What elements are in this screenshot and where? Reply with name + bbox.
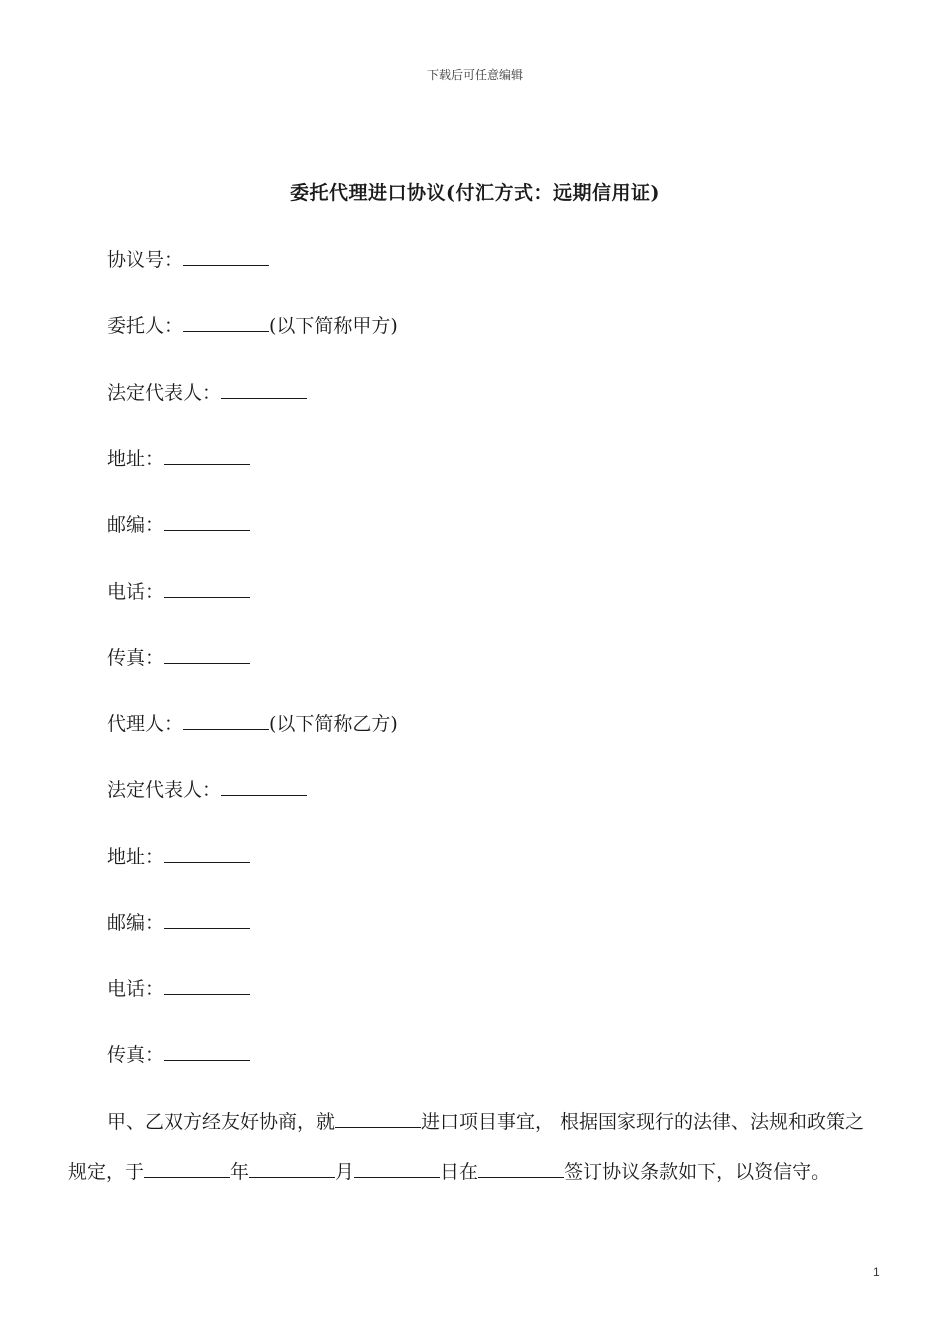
principal-field [107,313,398,338]
blank-underline [335,1109,421,1128]
blank-underline [164,976,250,995]
blank-underline [164,446,250,465]
field-label: 传真： [107,647,165,669]
blank-underline [144,1159,230,1178]
field-suffix: (以下简称甲方) [269,315,398,337]
blank-underline [164,910,250,929]
field-label: 协议号： [107,249,184,271]
agent-fax-field [107,1042,250,1067]
field-label: 法定代表人： [107,779,222,801]
page-number: 1 [873,1265,880,1279]
field-label: 邮编： [107,912,165,934]
blank-underline [164,645,250,664]
principal-representative-field [107,380,307,405]
paragraph-text: 进口项目事宜， 根据国家现行的法律、法规和政策之 [421,1111,865,1133]
agent-representative-field [107,777,307,802]
agreement-paragraph-line-1 [107,1109,864,1134]
field-suffix: (以下简称乙方) [269,713,398,735]
paragraph-text: 日在 [440,1161,479,1183]
agent-phone-field [107,976,250,1001]
field-label: 电话： [107,581,165,603]
paragraph-text: 月 [335,1161,355,1183]
agent-postcode-field [107,910,250,935]
paragraph-text: 签订协议条款如下，以资信守。 [564,1161,831,1183]
blank-underline [249,1159,335,1178]
field-label: 传真： [107,1044,165,1066]
paragraph-text: 规定，于 [68,1161,145,1183]
principal-postcode-field [107,512,250,537]
field-label: 法定代表人： [107,382,222,404]
document-title: 委托代理进口协议(付汇方式：远期信用证) [290,182,660,204]
blank-underline [164,512,250,531]
field-label: 地址： [107,448,165,470]
agent-address-field [107,844,250,869]
blank-underline [478,1159,564,1178]
paragraph-text: 年 [230,1161,250,1183]
blank-underline [183,313,269,332]
principal-fax-field [107,645,250,670]
blank-underline [354,1159,440,1178]
blank-underline [183,711,269,730]
field-label: 地址： [107,846,165,868]
field-label: 电话： [107,978,165,1000]
principal-phone-field [107,579,250,604]
paragraph-text: 甲、乙双方经友好协商，就 [107,1111,336,1133]
blank-underline [221,777,307,796]
blank-underline [164,844,250,863]
blank-underline [164,579,250,598]
field-label: 代理人： [107,713,184,735]
agreement-number-field [107,247,269,272]
blank-underline [183,247,269,266]
agent-field [107,711,398,736]
field-label: 邮编： [107,514,165,536]
blank-underline [164,1042,250,1061]
field-label: 委托人： [107,315,184,337]
page-header-note: 下载后可任意编辑 [426,68,523,82]
agreement-paragraph-line-2 [68,1159,830,1184]
principal-address-field [107,446,250,471]
blank-underline [221,380,307,399]
